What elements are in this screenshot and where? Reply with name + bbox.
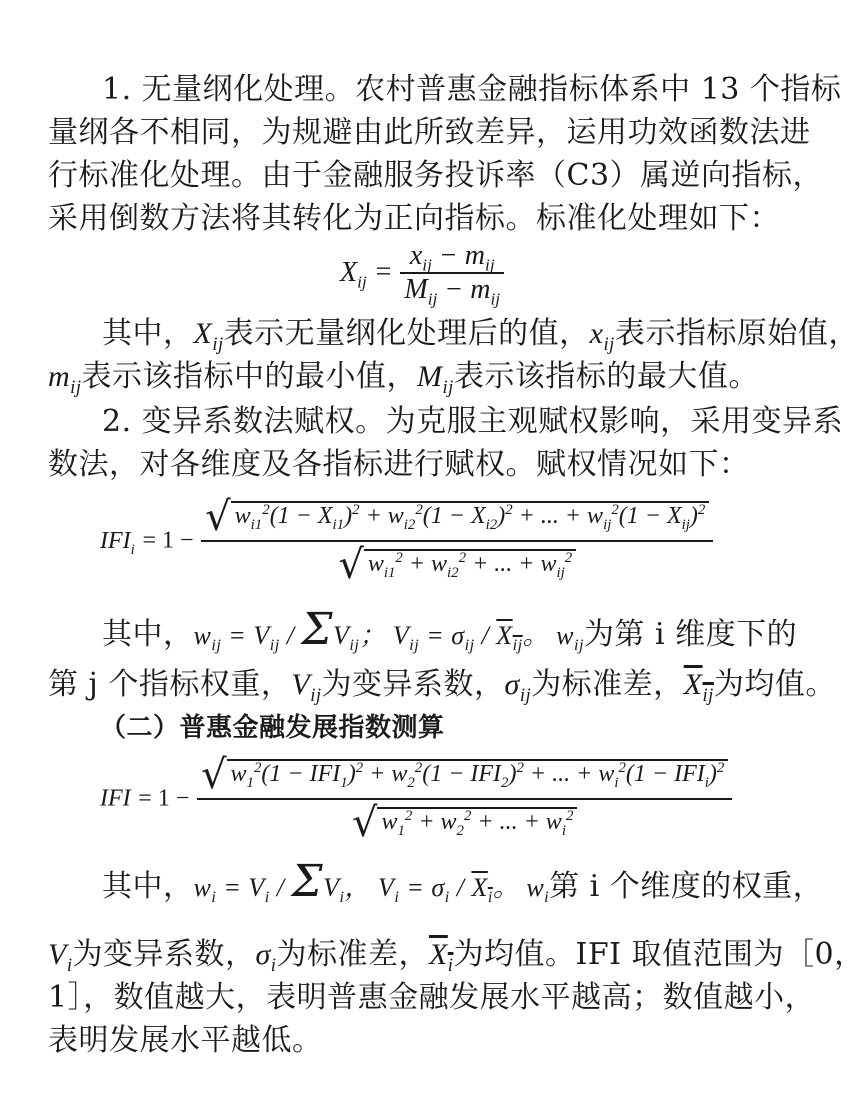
paragraph-line: 表明发展水平越低。 [48,1023,323,1058]
paragraph-line: $m_{ij}$表示该指标中的最小值，$M_{ij}$表示该指标的最大值。 [48,359,759,398]
paragraph-line: 2. 变异系数法赋权。为克服主观赋权影响，采用变异系 [102,404,844,439]
paragraph-line: 数法，对各维度及各指标进行赋权。赋权情况如下： [48,447,750,482]
paragraph-line: 量纲各不相同，为规避由此所致差异，运用功效函数法进 [48,115,811,150]
section-heading: （二）普惠金融发展指数测算 [100,713,445,743]
paragraph-line: 其中，$X_{ij}$表示无量纲化处理后的值，$x_{ij}$表示指标原始值， [102,316,859,355]
paragraph-line: 其中，$w_i = V_i / \Sigma V_i$， $V_i = \sigma_i / X_i$。 $w_i$第 i 个维度的权重， [102,856,824,907]
paragraph-line: 其中，$w_{ij} = V_{ij} / \Sigma V_{ij}$； $V_{ij} = \sigma_{ij} / X_{ij}$。 $w_{ij}$为第 i 维度下的 [102,604,798,655]
equation-ifi-dimension: $IFI_i = 1$ − $\frac{√ w_{i1}^2(1 - X_{i1})^2 + w_{i2}^2(1 - X_{i2})^2 + ... + w_{ij}^2(1 - X_{ij})^2}{√ w_{i1}^2 + w_{i2}^2 + ... + w_{ij}^2}$ [100,494,713,588]
paragraph-line: $V_i$为变异系数，$\sigma_i$为标准差，$X_i$为均值。IFI 取值范围为［0， [48,937,865,976]
paragraph-line: 行标准化处理。由于金融服务投诉率（C3）属逆向指标， [48,158,824,193]
paragraph-line: 1］，数值越大，表明普惠金融发展水平越高；数值越小， [48,980,816,1015]
equation-standardization: $X_{ij}$ = $\frac{x_{ij} - m_{ij}}{M_{ij} - m_{ij}}$ [340,240,504,306]
paragraph-line: 第 j 个指标权重，$V_{ij}$为变异系数，$\sigma_{ij}$为标准差，$X_{ij}$为均值。 [48,667,836,706]
paragraph-line: 采用倒数方法将其转化为正向指标。标准化处理如下： [48,201,780,236]
paragraph-line: 1. 无量纲化处理。农村普惠金融指标体系中 13 个指标 [102,72,842,107]
equation-ifi-total: IFI = 1 − $\frac{√ w_1^2(1 - IFI_1)^2 + w_2^2(1 - IFI_2)^2 + ... + w_i^2(1 - IFI_i)^2}{√ w_1^2 + w_2^2 + ... + w_i^2}$ [100,752,732,846]
